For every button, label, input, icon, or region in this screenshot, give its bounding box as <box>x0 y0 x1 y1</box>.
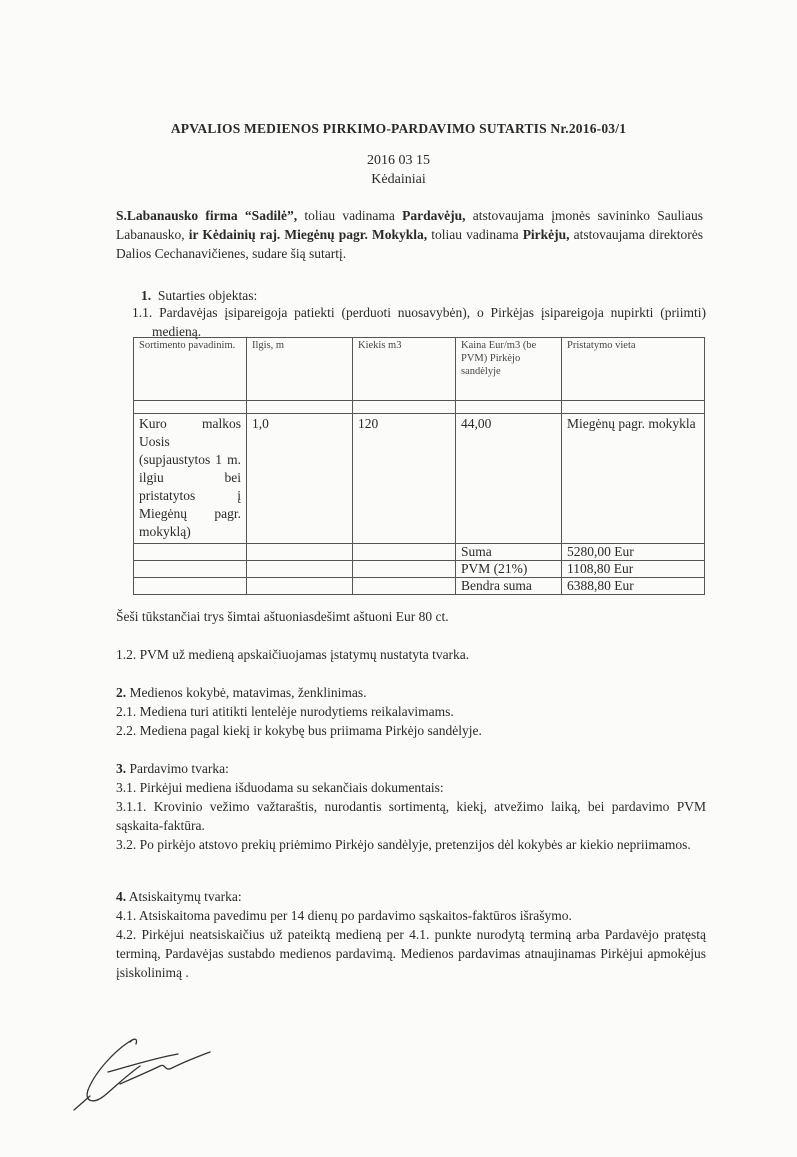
contract-city: Kėdainiai <box>371 172 426 187</box>
totals-row <box>134 544 705 561</box>
section-1-title: Sutarties objektas: <box>157 288 258 303</box>
intro-text-2: atstovaujama įmonės savininko Sauliaus Labanausko, <box>116 208 703 242</box>
section-3-number: 3. <box>116 761 127 776</box>
total-label: Bendra suma <box>456 578 562 595</box>
buyer-name: Kėdainių raj. Miegėnų pagr. Mokykla, <box>198 227 428 242</box>
buyer-role: Pirkėju, <box>522 227 570 242</box>
intro-and: ir <box>188 227 199 242</box>
totals-row <box>134 578 705 595</box>
item-3-1: 3.1. Pirkėjui mediena išduodama su sekančiais dokumentais: <box>116 780 444 795</box>
intro-paragraph <box>116 206 703 263</box>
header-cell: Sortimento pavadinim. <box>134 338 247 401</box>
seller-role: Pardavėju, <box>402 208 466 223</box>
table-header-row <box>134 338 705 401</box>
item-2-1: 2.1. Mediena turi atitikti lentelėje nurodytiems reikalavimams. <box>116 704 454 719</box>
section-4-heading <box>116 887 706 906</box>
section-3-title: Pardavimo tvarka: <box>126 761 229 776</box>
item-1-1-text: 1.1. Pardavėjas įsipareigoja patiekti (perduoti nuosavybėn), o Pirkėjas įsipareigoja nupirkti (priimti) medieną. <box>132 305 706 339</box>
assortment-cell: Kuro malkos Uosis (supjaustytos 1 m. ilgiu bei pristatytos į Miegėnų pagr. mokyklą) <box>134 414 247 544</box>
delivery-cell: Miegėnų pagr. mokykla <box>562 414 705 544</box>
total-value: 6388,80 Eur <box>562 578 705 595</box>
length-cell: 1,0 <box>247 414 353 544</box>
item-4-1: 4.1. Atsiskaitoma pavedimu per 14 dienų po pardavimo sąskaitos-faktūros išrašymo. <box>116 908 572 923</box>
contract-title: APVALIOS MEDIENOS PIRKIMO-PARDAVIMO SUTARTIS Nr.2016-03/1 <box>170 121 627 136</box>
section-4-title: Atsiskaitymų tvarka: <box>126 889 242 904</box>
quantity-cell: 120 <box>353 414 456 544</box>
section-2-number: 2. <box>116 685 127 700</box>
section-2-heading <box>116 683 706 702</box>
seller-name: S.Labanausko firma “Sadilė”, <box>116 208 298 223</box>
section-2-title: Medienos kokybė, matavimas, ženklinimas. <box>126 685 367 700</box>
sum-value: 5280,00 Eur <box>562 544 705 561</box>
item-2-2: 2.2. Mediena pagal kiekį ir kokybę bus priimama Pirkėjo sandėlyje. <box>116 723 482 738</box>
vat-label: PVM (21%) <box>456 561 562 578</box>
intro-text-1: toliau vadinama <box>297 208 403 223</box>
price-cell: 44,00 <box>456 414 562 544</box>
amount-in-words: Šeši tūkstančiai trys šimtai aštuoniasdešimt aštuoni Eur 80 ct. <box>116 609 449 624</box>
section-3-heading <box>116 759 706 778</box>
intro-text-3: toliau vadinama <box>427 227 523 242</box>
header-cell: Ilgis, m <box>247 338 353 401</box>
table-spacer-row <box>134 401 705 414</box>
table-row <box>134 414 705 544</box>
header-cell: Pristatymo vieta <box>562 338 705 401</box>
contract-date: 2016 03 15 <box>367 153 430 168</box>
totals-row <box>134 561 705 578</box>
section-4-number: 4. <box>116 889 127 904</box>
item-3-1-1: 3.1.1. Krovinio vežimo važtaraštis, nurodantis sortimentą, kiekį, atvežimo laiką, bei pardavimo PVM sąskaita-faktūra. <box>116 799 706 833</box>
header-cell: Kiekis m3 <box>353 338 456 401</box>
sum-label: Suma <box>456 544 562 561</box>
header-cell: Kaina Eur/m3 (be PVM) Pirkėjo sandėlyje <box>456 338 562 401</box>
item-4-2: 4.2. Pirkėjui neatsiskaičius už pateiktą medieną per 4.1. punkte nurodytą terminą arba Pardavėjo pratęstą terminą, Pardavėjas sustabdo medienos pardavimą. Medienos pardavimas atnaujinamas Pirkėjui apmokėjus įsiskolinimą . <box>116 927 706 980</box>
signature-icon <box>60 1032 230 1112</box>
intro-text-4: atstovaujama direktorės Dalios Cechanavičienes, sudare šią sutartį. <box>116 227 703 261</box>
section-1-1 <box>116 303 706 341</box>
goods-table <box>133 337 705 595</box>
section-1-number: 1. <box>141 288 152 303</box>
vat-value: 1108,80 Eur <box>562 561 705 578</box>
item-3-2: 3.2. Po pirkėjo atstovo prekių priėmimo Pirkėjo sandėlyje, pretenzijos dėl kokybės ar kiekio nepriimamos. <box>116 837 691 852</box>
item-1-2: 1.2. PVM už medieną apskaičiuojamas įstatymų nustatyta tvarka. <box>116 647 470 662</box>
